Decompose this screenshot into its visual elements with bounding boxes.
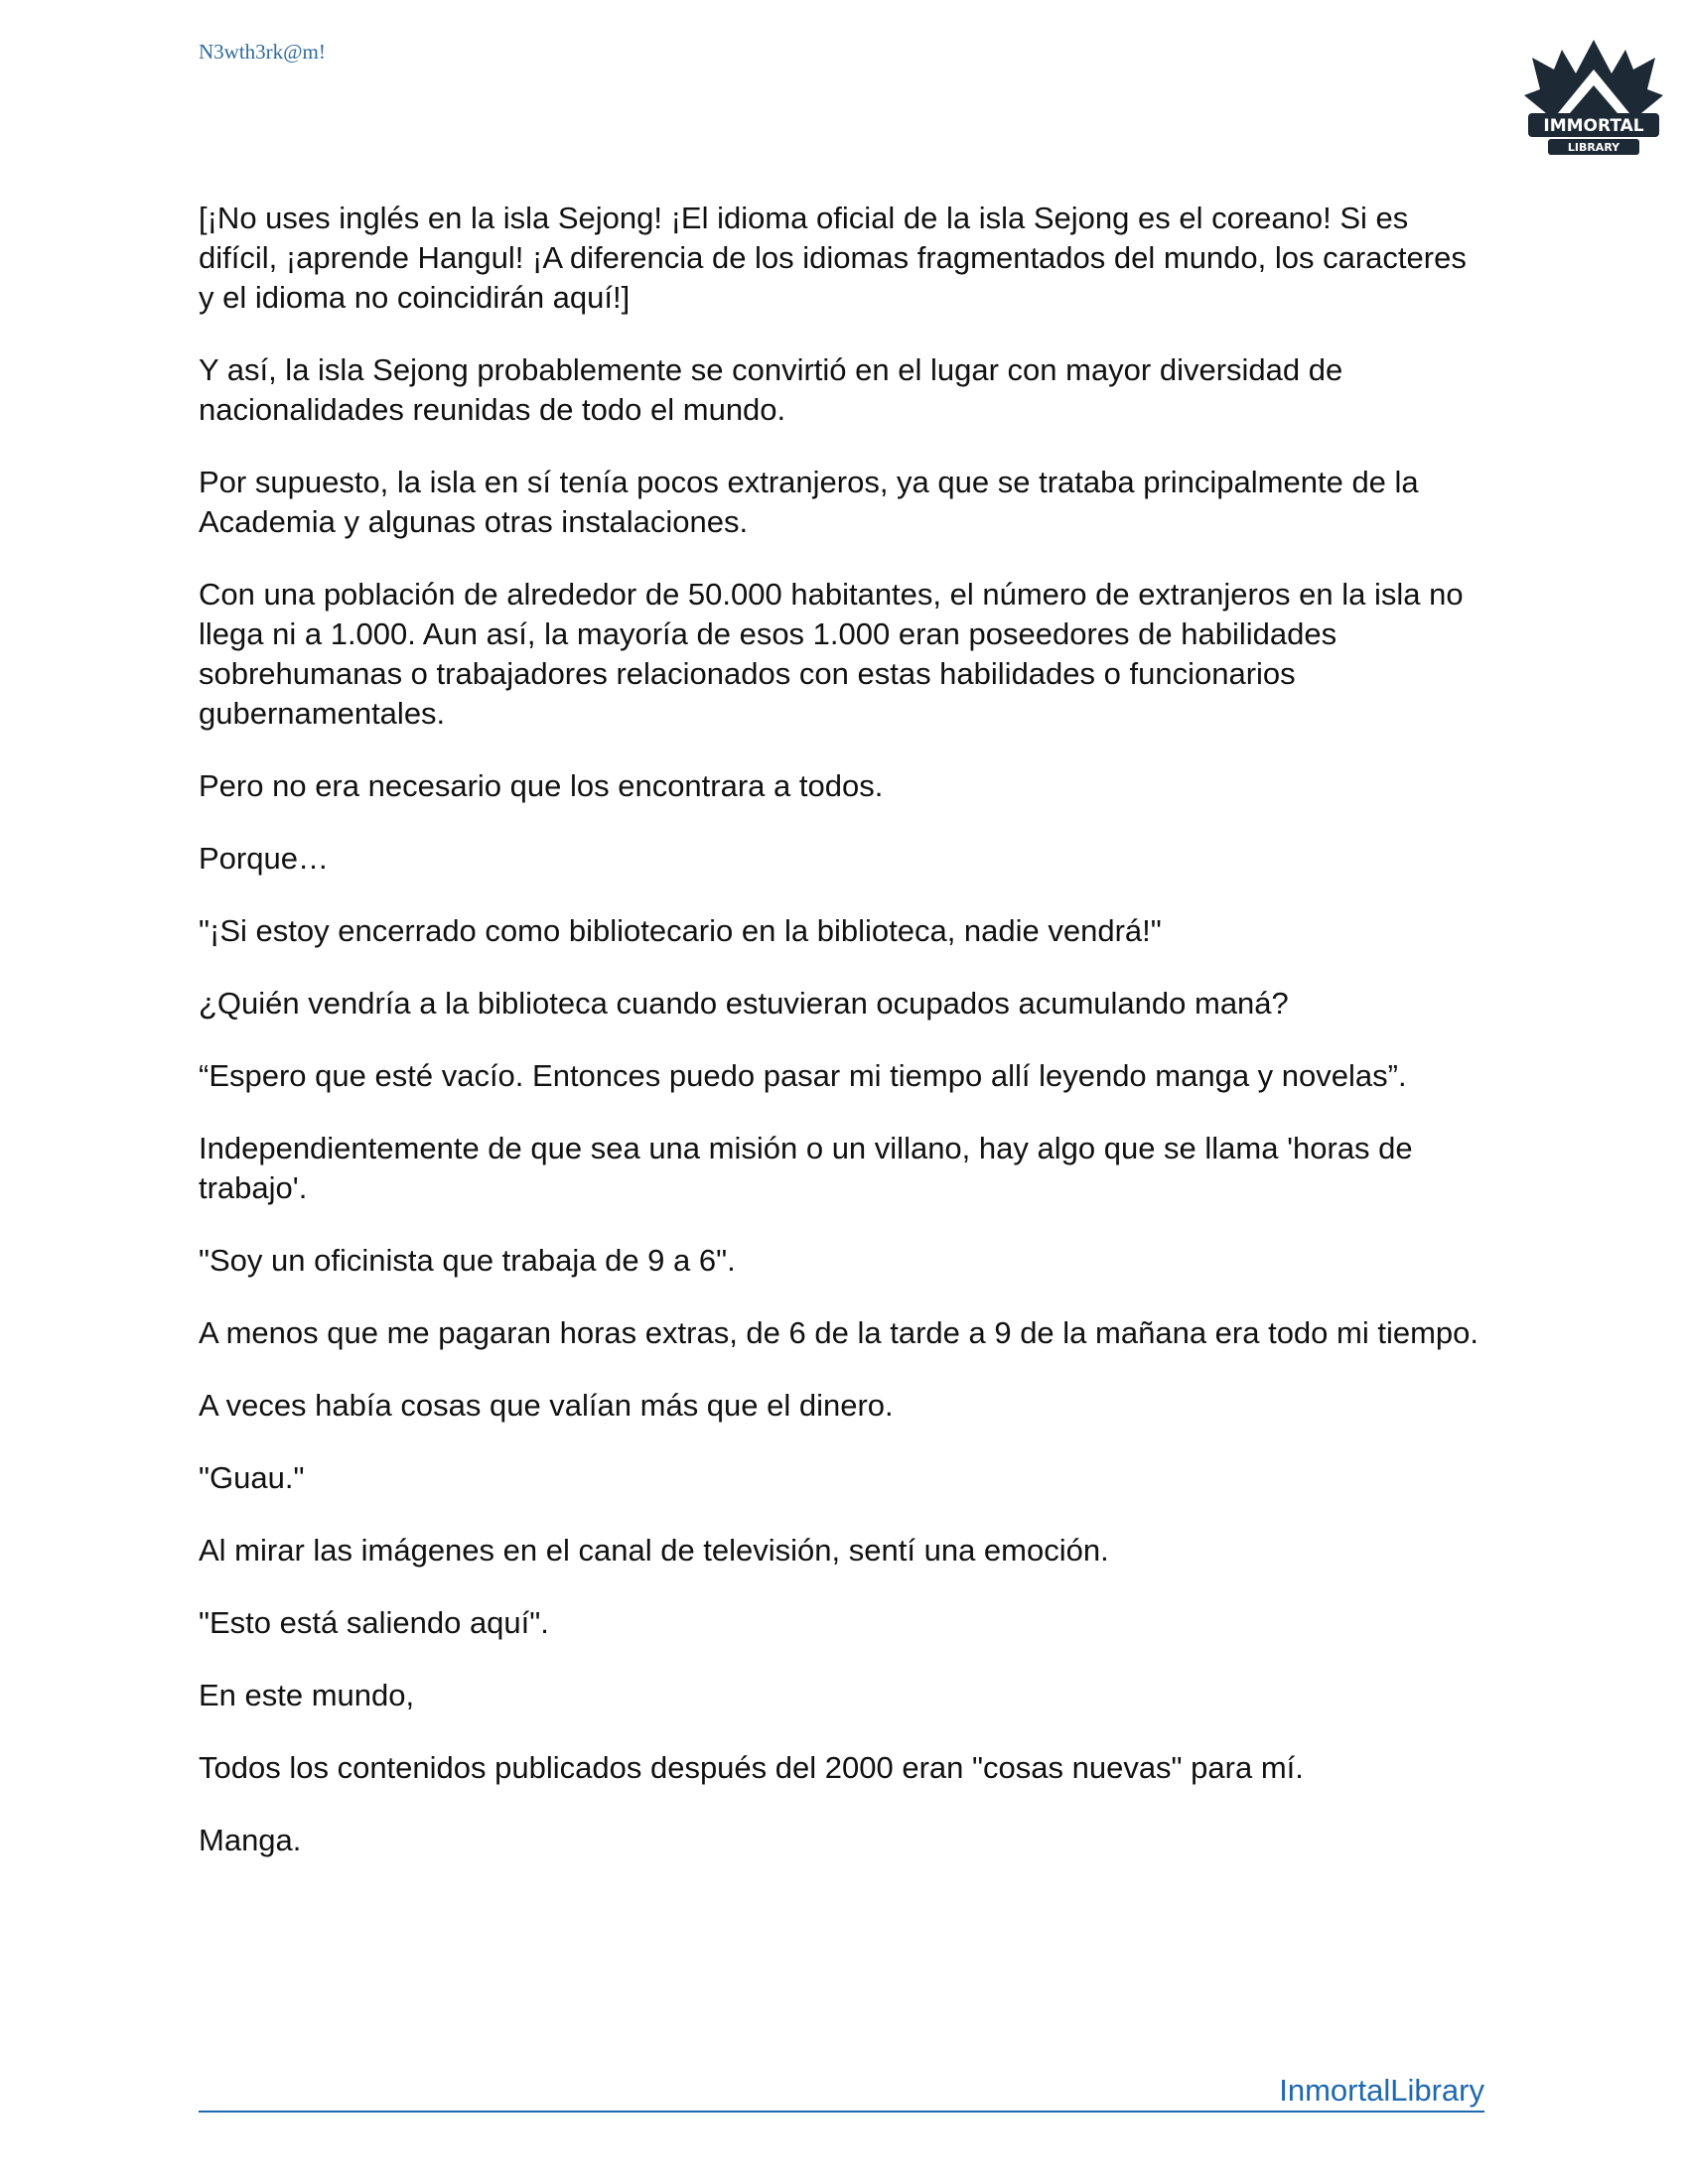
footer-link-inmortallibrary[interactable]: InmortalLibrary [1279, 2073, 1484, 2108]
paragraph: "Guau." [199, 1460, 305, 1495]
paragraph: Con una población de alrededor de 50.000 habitantes, el número de extranjeros en la isla no llega ni a 1.000. Aun así, la mayoría de esos 1.000 eran poseedores de habilidades sobrehumanas o trabajadores relacionados con estas habilidades o funcionarios gubernamentales. [199, 577, 1464, 731]
paragraph: Porque… [199, 841, 329, 876]
paragraph: Todos los contenidos publicados después del 2000 eran "cosas nuevas" para mí. [199, 1750, 1304, 1785]
paragraph: Y así, la isla Sejong probablemente se convirtió en el lugar con mayor diversidad de nacionalidades reunidas de todo el mundo. [199, 352, 1343, 427]
logo-text-immortal: IMMORTAL [1543, 116, 1644, 136]
paragraph: Al mirar las imágenes en el canal de televisión, sentí una emoción. [199, 1533, 1109, 1568]
paragraph: "¡Si estoy encerrado como bibliotecario en la biblioteca, nadie vendrá!" [199, 913, 1162, 948]
logo-text-library: LIBRARY [1567, 141, 1620, 154]
paragraph: A veces había cosas que valían más que el dinero. [199, 1388, 894, 1423]
paragraph: Por supuesto, la isla en sí tenía pocos extranjeros, ya que se trataba principalmente de la Academia y algunas otras instalaciones. [199, 465, 1419, 539]
header-tag: N3wth3rk@m! [199, 40, 326, 64]
paragraph: Pero no era necesario que los encontrara a todos. [199, 768, 884, 803]
footer [199, 2075, 1484, 2113]
paragraph: “Espero que esté vacío. Entonces puedo pasar mi tiempo allí leyendo manga y novelas”. [199, 1058, 1407, 1093]
paragraph: "Esto está saliendo aquí". [199, 1605, 549, 1640]
paragraph: A menos que me pagaran horas extras, de 6 de la tarde a 9 de la mañana era todo mi tiempo. [199, 1315, 1479, 1350]
document-body [199, 199, 1489, 1893]
paragraph: "Soy un oficinista que trabaja de 9 a 6". [199, 1243, 736, 1278]
immortal-library-logo [1514, 30, 1673, 169]
paragraph: Manga. [199, 1823, 302, 1857]
paragraph: ¿Quién vendría a la biblioteca cuando estuvieran ocupados acumulando maná? [199, 986, 1289, 1021]
paragraph: En este mundo, [199, 1678, 415, 1712]
paragraph: Independientemente de que sea una misión o un villano, hay algo que se llama 'horas de trabajo'. [199, 1131, 1413, 1205]
paragraph: [¡No uses inglés en la isla Sejong! ¡El idioma oficial de la isla Sejong es el coreano! Si es difícil, ¡aprende Hangul! ¡A diferencia de los idiomas fragmentados del mundo, los caracteres y el idioma no coincidirán aquí!] [199, 201, 1467, 315]
